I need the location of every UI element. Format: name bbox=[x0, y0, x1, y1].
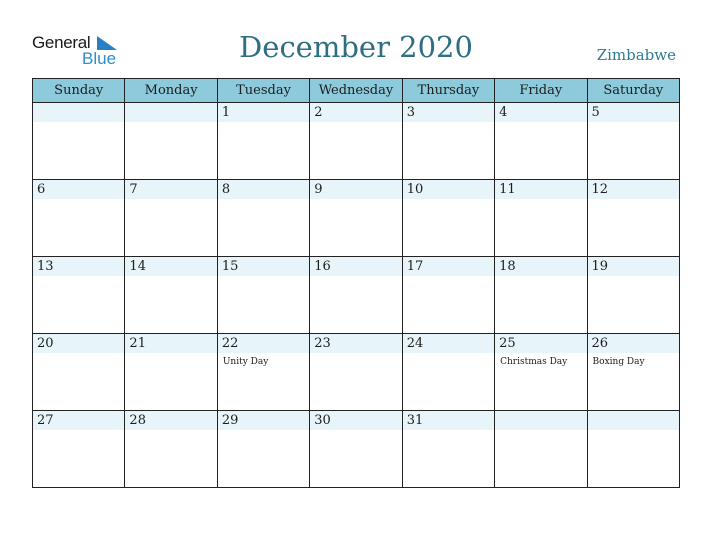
day-cell bbox=[402, 334, 494, 411]
day-number: 1 bbox=[221, 105, 231, 120]
day-number: 12 bbox=[591, 182, 609, 197]
day-cell-band bbox=[33, 180, 124, 199]
weekday-header: Sunday bbox=[33, 79, 125, 103]
day-cell bbox=[310, 180, 402, 257]
day-cell bbox=[495, 411, 587, 488]
day-number: 26 bbox=[591, 336, 609, 351]
day-number: 21 bbox=[129, 336, 146, 351]
day-cell bbox=[217, 180, 309, 257]
weekday-header: Wednesday bbox=[310, 79, 402, 103]
day-cell bbox=[125, 180, 217, 257]
day-cell bbox=[33, 411, 125, 488]
day-number: 14 bbox=[129, 259, 146, 274]
day-cell bbox=[310, 103, 402, 180]
day-number: 25 bbox=[499, 336, 516, 351]
day-number: 10 bbox=[406, 182, 424, 197]
weekday-header-row bbox=[33, 79, 680, 103]
day-number: 27 bbox=[37, 413, 54, 428]
day-number: 7 bbox=[129, 182, 138, 197]
page-title: December 2020 bbox=[239, 30, 473, 64]
week-row bbox=[33, 103, 680, 180]
country-label: Zimbabwe bbox=[596, 46, 676, 64]
day-cell bbox=[310, 334, 402, 411]
weekday-header: Friday bbox=[495, 79, 587, 103]
day-number: 5 bbox=[591, 105, 600, 120]
day-cell bbox=[217, 334, 309, 411]
day-number: 23 bbox=[314, 336, 331, 351]
day-number: 16 bbox=[314, 259, 331, 274]
week-row bbox=[33, 180, 680, 257]
day-cell bbox=[402, 103, 494, 180]
brand-line2: Blue bbox=[82, 49, 117, 68]
day-cell bbox=[33, 334, 125, 411]
day-number: 8 bbox=[221, 182, 231, 197]
day-number: 20 bbox=[37, 336, 54, 351]
day-number: 4 bbox=[499, 105, 508, 120]
weekday-header: Monday bbox=[125, 79, 217, 103]
day-number: 18 bbox=[499, 259, 516, 274]
day-cell bbox=[587, 180, 679, 257]
week-row bbox=[33, 334, 680, 411]
day-cell bbox=[310, 411, 402, 488]
day-number: 3 bbox=[406, 105, 415, 120]
weekday-header: Saturday bbox=[587, 79, 679, 103]
day-number: 2 bbox=[314, 105, 323, 120]
day-number: 30 bbox=[314, 413, 331, 428]
day-number: 15 bbox=[221, 259, 239, 274]
day-cell-band bbox=[310, 180, 401, 199]
day-cell-band bbox=[125, 103, 216, 122]
day-cell-band bbox=[588, 411, 679, 430]
weekday-header: Tuesday bbox=[217, 79, 309, 103]
day-cell-band bbox=[495, 103, 586, 122]
day-number: 9 bbox=[314, 182, 323, 197]
day-number: 22 bbox=[221, 336, 239, 351]
day-cell bbox=[587, 334, 679, 411]
day-cell bbox=[495, 103, 587, 180]
week-row bbox=[33, 411, 680, 488]
day-cell bbox=[217, 411, 309, 488]
day-number: 6 bbox=[37, 182, 46, 197]
day-cell bbox=[125, 103, 217, 180]
calendar-grid bbox=[32, 78, 680, 488]
day-cell bbox=[125, 257, 217, 334]
day-cell-band bbox=[125, 180, 216, 199]
day-cell bbox=[402, 411, 494, 488]
day-cell bbox=[33, 257, 125, 334]
holiday-label: Christmas Day bbox=[500, 357, 568, 367]
day-cell-band bbox=[218, 180, 309, 199]
holiday-label: Boxing Day bbox=[592, 357, 645, 367]
day-number: 31 bbox=[406, 413, 424, 428]
day-cell bbox=[125, 334, 217, 411]
day-cell bbox=[402, 257, 494, 334]
day-cell bbox=[495, 334, 587, 411]
day-cell-band bbox=[310, 103, 401, 122]
day-cell-band bbox=[588, 103, 679, 122]
day-number: 28 bbox=[129, 413, 146, 428]
holiday-label: Unity Day bbox=[222, 357, 269, 367]
day-cell bbox=[587, 257, 679, 334]
day-cell bbox=[125, 411, 217, 488]
brand-line1: General bbox=[32, 33, 91, 52]
day-cell bbox=[587, 103, 679, 180]
day-number: 13 bbox=[37, 259, 54, 274]
day-cell bbox=[495, 257, 587, 334]
weekday-header: Thursday bbox=[402, 79, 494, 103]
day-cell bbox=[217, 103, 309, 180]
day-number: 17 bbox=[406, 259, 424, 274]
day-cell bbox=[495, 180, 587, 257]
day-cell bbox=[587, 411, 679, 488]
day-number: 19 bbox=[591, 259, 609, 274]
day-cell bbox=[217, 257, 309, 334]
day-number: 11 bbox=[499, 182, 516, 197]
day-number: 24 bbox=[406, 336, 424, 351]
week-row bbox=[33, 257, 680, 334]
day-cell-band bbox=[403, 103, 494, 122]
day-cell bbox=[33, 180, 125, 257]
day-cell-band bbox=[33, 103, 124, 122]
day-cell bbox=[33, 103, 125, 180]
day-cell-band bbox=[495, 411, 586, 430]
day-cell bbox=[402, 180, 494, 257]
day-cell bbox=[310, 257, 402, 334]
day-cell-band bbox=[218, 103, 309, 122]
day-number: 29 bbox=[221, 413, 239, 428]
